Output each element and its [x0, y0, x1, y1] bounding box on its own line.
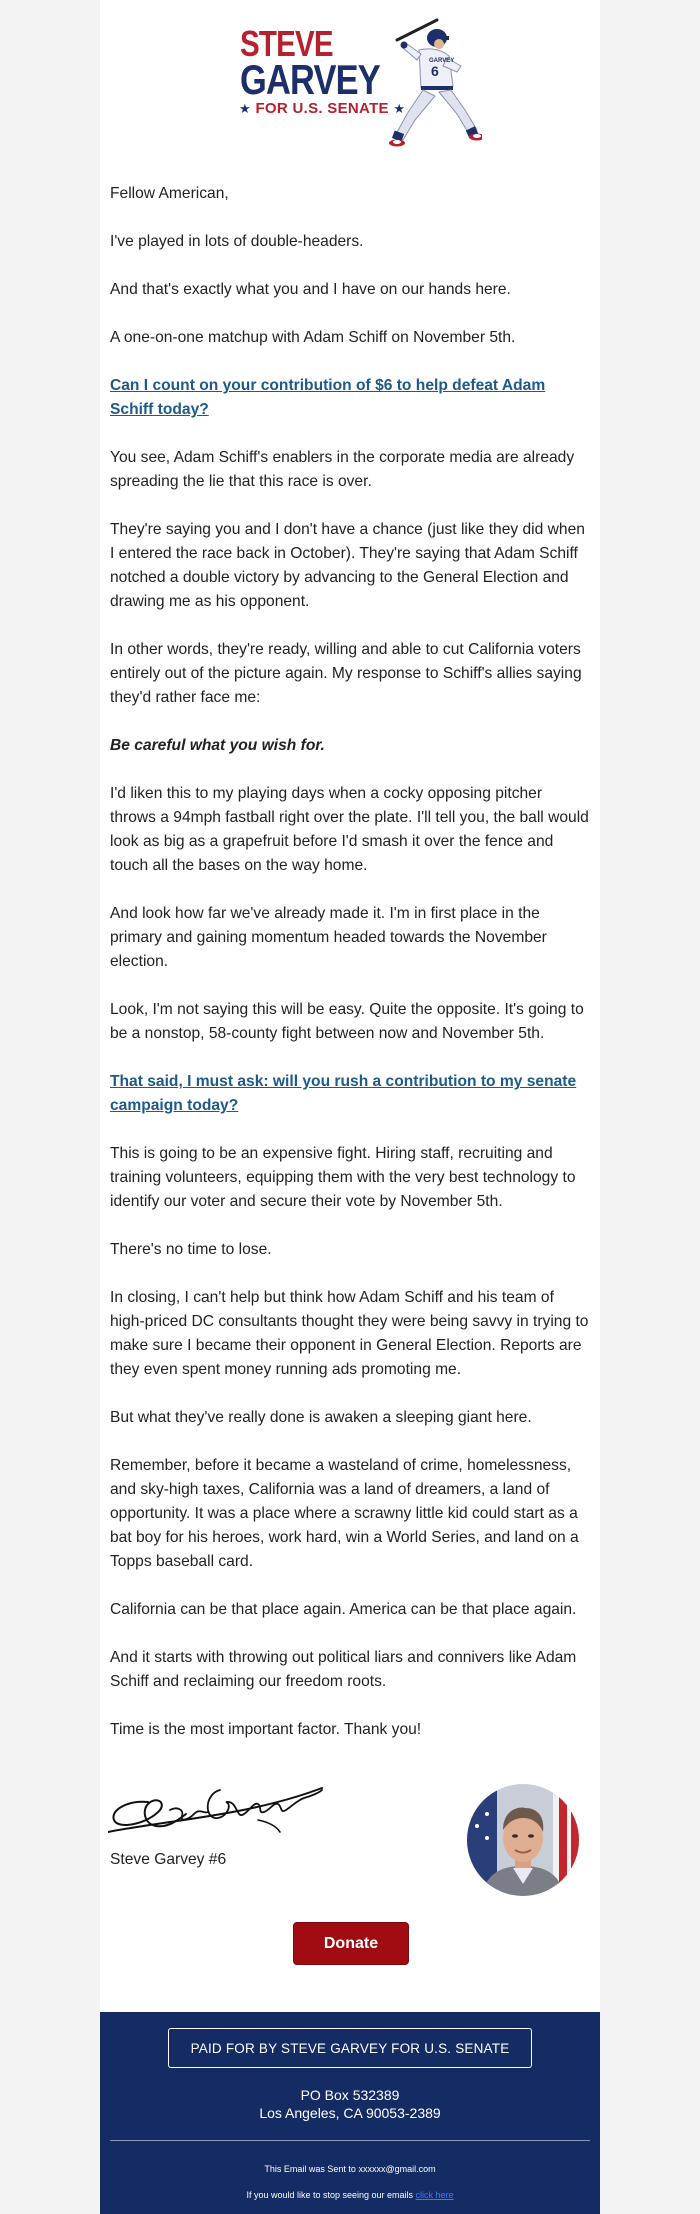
footer-divider: [110, 2140, 590, 2141]
star-icon: ★: [393, 101, 406, 116]
email-container: [100, 0, 600, 2214]
logo-line-garvey: GARVEY: [240, 56, 380, 103]
paragraph: They're saying you and I don't have a chance (just like they did when I entered the race back in October). They're saying that Adam Schiff notched a double victory by advancing to the General Election and drawing me as his opponent.: [110, 521, 585, 610]
svg-text:GARVEY: GARVEY: [429, 58, 455, 64]
paragraph: I've played in lots of double-headers.: [110, 233, 364, 250]
logo-wordmark: [240, 23, 380, 103]
campaign-logo[interactable]: [235, 18, 480, 150]
paragraph: There's no time to lose.: [110, 1241, 272, 1258]
paragraph: I'd liken this to my playing days when a cocky opposing pitcher throws a 94mph fastball right over the plate. I'll tell you, the ball would look as big as a grapefruit before I'd smash it over the fence and touch all the bases on the way home.: [110, 785, 589, 874]
address-line-2: Los Angeles, CA 90053-2389: [259, 2105, 441, 2121]
unsubscribe-notice: [100, 2190, 600, 2200]
paragraph: Look, I'm not saying this will be easy. Quite the opposite. It's going to be a nonstop, 58-county fight between now and November 5th.: [110, 1001, 584, 1042]
handwritten-signature: [108, 1780, 323, 1840]
donate-button[interactable]: Donate: [293, 1922, 409, 1965]
paragraph: This is going to be an expensive fight. Hiring staff, recruiting and training volunteers, equipping them with the very best technology to identify our voter and secure their vote by November 5th.: [110, 1145, 576, 1210]
unsubscribe-prefix: If you would like to stop seeing our emails: [246, 2190, 416, 2200]
paragraph: A one-on-one matchup with Adam Schiff on November 5th.: [110, 329, 516, 346]
portrait-photo: [467, 1784, 579, 1896]
paragraph: You see, Adam Schiff's enablers in the corporate media are already spreading the lie that this race is over.: [110, 449, 575, 490]
paragraph: And look how far we've already made it. I'm in first place in the primary and gaining momentum headed towards the November election.: [110, 905, 547, 970]
greeting: Fellow American,: [110, 185, 229, 202]
contribute-6-link-paragraph: [110, 374, 590, 422]
baseball-player-illustration: [357, 18, 482, 150]
emphasis-line: Be careful what you wish for.: [110, 737, 325, 754]
paragraph: California can be that place again. America can be that place again.: [110, 1601, 577, 1618]
closing-line: Time is the most important factor. Thank you!: [110, 1721, 422, 1738]
paragraph: Remember, before it became a wasteland of crime, homelessness, and sky-high taxes, California was a land of dreamers, a land of opportunity. It was a place where a scrawny little kid could start as a bat boy for his heroes, work hard, win a World Series, and land on a Topps baseball card.: [110, 1457, 579, 1570]
logo-senate-text: FOR U.S. SENATE: [255, 100, 389, 117]
paragraph: In closing, I can't help but think how Adam Schiff and his team of high-priced DC consultants thought they were being savvy in trying to make sure I became their opponent in General Election. Reports are they even spent money running ads promoting me.: [110, 1289, 589, 1378]
mailing-address: [100, 2086, 600, 2122]
paragraph: And that's exactly what you and I have on our hands here.: [110, 281, 511, 298]
paragraph: In other words, they're ready, willing and able to cut California voters entirely out of the picture again. My response to Schiff's allies saying they'd rather face me:: [110, 641, 582, 706]
paragraph: But what they've really done is awaken a sleeping giant here.: [110, 1409, 532, 1426]
email-footer: [100, 2012, 600, 2214]
address-line-1: PO Box 532389: [300, 2087, 400, 2103]
svg-text:6: 6: [431, 63, 439, 79]
signature-name: Steve Garvey #6: [110, 1851, 227, 1868]
star-icon: ★: [239, 101, 251, 116]
senate-contribution-link[interactable]: That said, I must ask: will you rush a contribution to my senate campaign today?: [110, 1073, 577, 1114]
paragraph: And it starts with throwing out political liars and connivers like Adam Schiff and reclaiming our freedom roots.: [110, 1649, 577, 1690]
sent-to-notice: This Email was Sent to xxxxxx@gmail.com: [264, 2164, 436, 2174]
senate-contribution-link-paragraph: [110, 1070, 590, 1118]
paid-for-text: PAID FOR BY STEVE GARVEY FOR U.S. SENATE: [190, 2040, 510, 2056]
candidate-portrait: [467, 1784, 579, 1896]
contribute-6-link[interactable]: Can I count on your contribution of $6 to help defeat Adam Schiff today?: [110, 377, 546, 418]
unsubscribe-link[interactable]: click here: [415, 2190, 454, 2200]
logo-line-steve: STEVE: [240, 23, 333, 64]
paid-for-disclaimer: [168, 2028, 532, 2068]
